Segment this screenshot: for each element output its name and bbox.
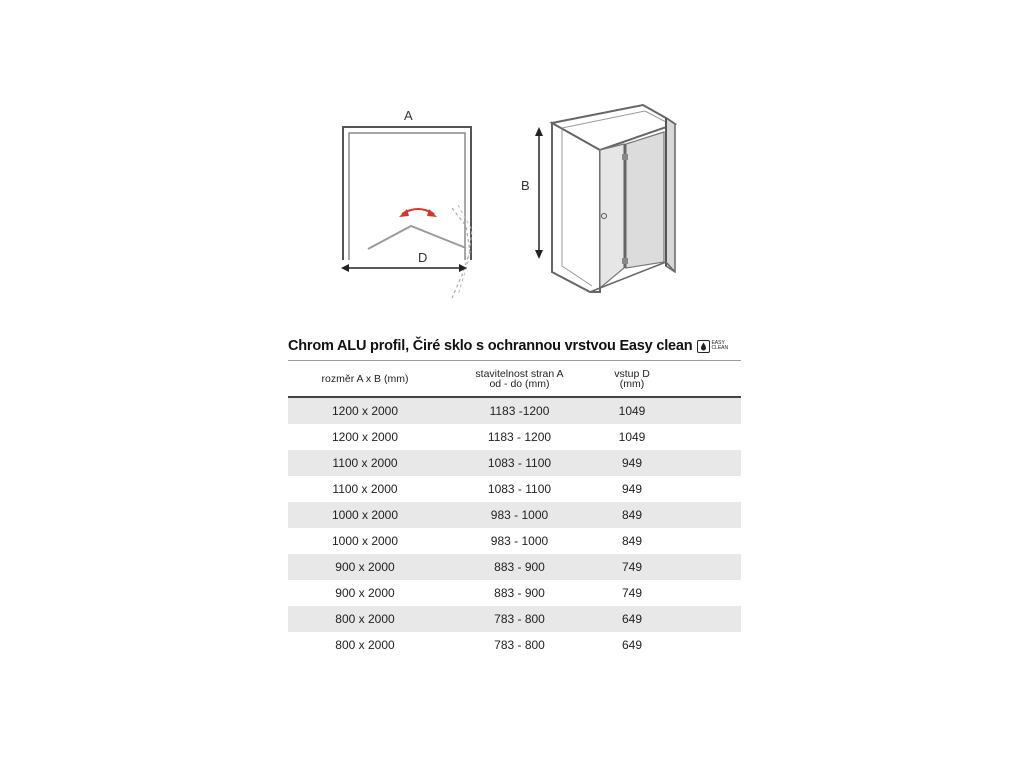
dimension-b-arrow-bottom: [535, 250, 543, 259]
cell-entry: 849: [621, 508, 643, 522]
right-side-panel: [666, 118, 675, 272]
cell-size: 1000 x 2000: [331, 508, 399, 522]
table-row: [288, 450, 741, 476]
table-row: [288, 632, 741, 658]
hinge-top: [622, 154, 628, 160]
column-header-size: rozměr A x B (mm): [321, 373, 409, 385]
cell-entry: 749: [621, 586, 643, 600]
cell-range: 883 - 900: [494, 586, 545, 600]
dimension-d-arrow-left: [341, 264, 349, 272]
cell-size: 800 x 2000: [335, 638, 395, 652]
cell-size: 900 x 2000: [335, 560, 395, 574]
cell-range: 783 - 800: [494, 638, 545, 652]
water-drop-icon: [697, 340, 710, 353]
hinge-bottom: [622, 258, 628, 264]
table-top-rule: [288, 360, 741, 361]
plan-view-diagram: [341, 108, 472, 298]
cell-size: 1100 x 2000: [332, 482, 398, 496]
cell-entry: 949: [621, 456, 643, 470]
cell-size: 1100 x 2000: [332, 456, 398, 470]
table-header-row: [288, 362, 741, 396]
folding-door-lines: [368, 226, 466, 249]
product-heading-text: Chrom ALU profil, Čiré sklo s ochrannou vrstvou Easy clean: [288, 338, 693, 354]
cell-entry: 649: [621, 612, 643, 626]
cell-size: 1200 x 2000: [331, 430, 399, 444]
table-row: [288, 606, 741, 632]
table-row: [288, 398, 741, 424]
table-row: [288, 476, 741, 502]
cell-size: 800 x 2000: [335, 612, 395, 626]
cell-entry: 1049: [618, 404, 646, 418]
cell-range: 983 - 1000: [490, 534, 549, 548]
column-header-entry: vstup D (mm): [614, 368, 650, 390]
table-body: [288, 398, 741, 658]
easy-clean-badge-text: EASY CLEAN: [711, 340, 729, 351]
cell-entry: 649: [621, 638, 643, 652]
table-row: [288, 502, 741, 528]
table-row: [288, 580, 741, 606]
cell-entry: 749: [621, 560, 643, 574]
table-row: [288, 424, 741, 450]
table-row: [288, 528, 741, 554]
cell-size: 900 x 2000: [335, 586, 395, 600]
cell-range: 1083 - 1100: [487, 482, 552, 496]
cell-size: 1000 x 2000: [331, 534, 399, 548]
dimension-label-a: A: [404, 108, 413, 123]
cell-range: 883 - 900: [494, 560, 545, 574]
cell-range: 983 - 1000: [490, 508, 549, 522]
cell-entry: 849: [621, 534, 643, 548]
table-row: [288, 554, 741, 580]
cell-range: 783 - 800: [494, 612, 545, 626]
easy-clean-badge: [697, 340, 728, 353]
folding-door-panel-2: [626, 132, 664, 268]
cell-range: 1183 -1200: [489, 404, 550, 418]
perspective-view-diagram: [521, 105, 675, 292]
dimension-b-arrow-top: [535, 127, 543, 136]
plan-frame-outer: [343, 127, 471, 260]
cell-range: 1183 - 1200: [487, 430, 552, 444]
left-side-panel: [552, 123, 600, 292]
column-header-adjustability: stavitelnost stran A od - do (mm): [475, 368, 564, 390]
cell-entry: 1049: [618, 430, 646, 444]
table-heading: [288, 334, 748, 358]
folding-door-panel-1: [600, 144, 624, 288]
cell-size: 1200 x 2000: [331, 404, 399, 418]
dimension-label-b: B: [521, 178, 530, 193]
technical-drawings: [0, 0, 1024, 320]
cell-entry: 949: [621, 482, 643, 496]
dimension-label-d: D: [418, 250, 428, 265]
cell-range: 1083 - 1100: [487, 456, 552, 470]
